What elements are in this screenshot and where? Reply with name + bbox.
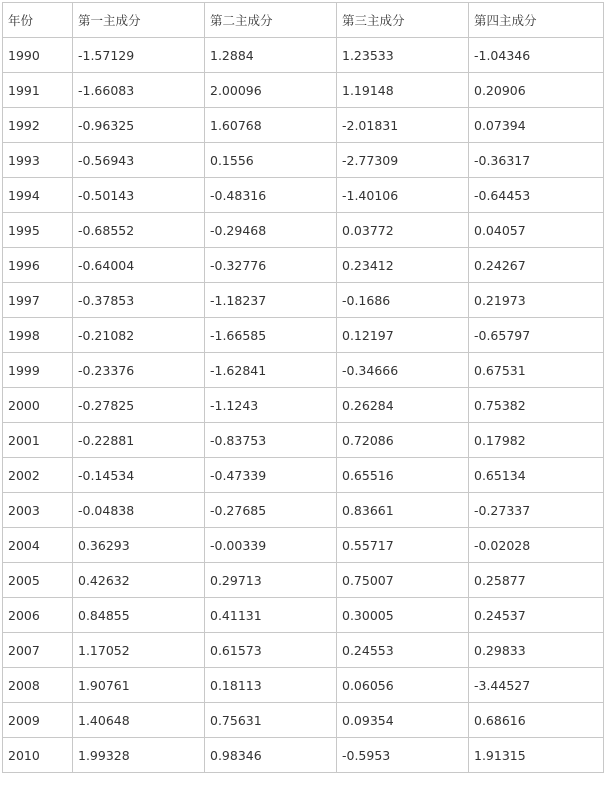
table-row — [3, 528, 604, 563]
cell-pc2: -0.32776 — [205, 248, 337, 283]
cell-pc4: 1.91315 — [469, 738, 604, 773]
cell-pc4: -1.04346 — [469, 38, 604, 73]
cell-pc2: 0.29713 — [205, 563, 337, 598]
cell-pc4: 0.24537 — [469, 598, 604, 633]
cell-pc3: 1.23533 — [337, 38, 469, 73]
cell-pc1: -0.14534 — [73, 458, 205, 493]
cell-pc4: 0.24267 — [469, 248, 604, 283]
cell-year: 2003 — [3, 493, 73, 528]
table-row — [3, 458, 604, 493]
cell-pc1: -0.37853 — [73, 283, 205, 318]
cell-year: 2001 — [3, 423, 73, 458]
cell-pc4: -0.65797 — [469, 318, 604, 353]
table-row — [3, 353, 604, 388]
cell-year: 2006 — [3, 598, 73, 633]
cell-pc3: 0.55717 — [337, 528, 469, 563]
cell-year: 2008 — [3, 668, 73, 703]
cell-year: 2000 — [3, 388, 73, 423]
table-row — [3, 318, 604, 353]
cell-pc2: -0.83753 — [205, 423, 337, 458]
header-year: 年份 — [3, 3, 73, 38]
cell-pc3: -0.1686 — [337, 283, 469, 318]
table-row — [3, 388, 604, 423]
cell-pc3: 1.19148 — [337, 73, 469, 108]
table-row — [3, 108, 604, 143]
cell-pc2: 0.41131 — [205, 598, 337, 633]
table-row — [3, 213, 604, 248]
cell-pc1: 1.99328 — [73, 738, 205, 773]
table-row — [3, 178, 604, 213]
cell-pc4: 0.04057 — [469, 213, 604, 248]
cell-year: 1996 — [3, 248, 73, 283]
cell-pc1: 1.90761 — [73, 668, 205, 703]
table-row — [3, 598, 604, 633]
cell-pc4: 0.65134 — [469, 458, 604, 493]
cell-pc1: -0.56943 — [73, 143, 205, 178]
cell-year: 1992 — [3, 108, 73, 143]
cell-pc4: 0.25877 — [469, 563, 604, 598]
table-row — [3, 248, 604, 283]
table-row — [3, 738, 604, 773]
cell-pc3: -0.5953 — [337, 738, 469, 773]
table-row — [3, 38, 604, 73]
cell-pc4: 0.67531 — [469, 353, 604, 388]
cell-pc1: -1.57129 — [73, 38, 205, 73]
cell-year: 2002 — [3, 458, 73, 493]
cell-pc3: 0.06056 — [337, 668, 469, 703]
cell-pc1: 1.17052 — [73, 633, 205, 668]
header-pc4: 第四主成分 — [469, 3, 604, 38]
cell-pc4: 0.75382 — [469, 388, 604, 423]
cell-year: 1990 — [3, 38, 73, 73]
cell-pc3: -0.34666 — [337, 353, 469, 388]
cell-pc2: 2.00096 — [205, 73, 337, 108]
cell-pc3: 0.23412 — [337, 248, 469, 283]
table-row — [3, 668, 604, 703]
table-body — [3, 38, 604, 773]
cell-pc2: -1.18237 — [205, 283, 337, 318]
cell-pc4: -0.64453 — [469, 178, 604, 213]
cell-year: 2007 — [3, 633, 73, 668]
cell-pc3: 0.24553 — [337, 633, 469, 668]
cell-year: 2005 — [3, 563, 73, 598]
table-row — [3, 633, 604, 668]
cell-pc3: 0.72086 — [337, 423, 469, 458]
cell-pc2: -0.47339 — [205, 458, 337, 493]
cell-year: 2010 — [3, 738, 73, 773]
cell-pc2: -0.00339 — [205, 528, 337, 563]
table-row — [3, 493, 604, 528]
cell-pc2: 0.18113 — [205, 668, 337, 703]
cell-pc1: -0.23376 — [73, 353, 205, 388]
cell-year: 1997 — [3, 283, 73, 318]
cell-pc2: 1.60768 — [205, 108, 337, 143]
cell-pc2: 0.98346 — [205, 738, 337, 773]
cell-pc4: 0.29833 — [469, 633, 604, 668]
cell-pc4: 0.07394 — [469, 108, 604, 143]
cell-year: 1994 — [3, 178, 73, 213]
cell-year: 1993 — [3, 143, 73, 178]
cell-pc4: 0.17982 — [469, 423, 604, 458]
cell-pc3: 0.26284 — [337, 388, 469, 423]
cell-pc1: -0.50143 — [73, 178, 205, 213]
cell-pc1: 0.42632 — [73, 563, 205, 598]
cell-year: 1991 — [3, 73, 73, 108]
table-header — [3, 3, 604, 38]
cell-year: 2009 — [3, 703, 73, 738]
cell-pc1: -0.68552 — [73, 213, 205, 248]
cell-pc1: -0.21082 — [73, 318, 205, 353]
cell-pc1: -1.66083 — [73, 73, 205, 108]
cell-pc1: -0.64004 — [73, 248, 205, 283]
cell-pc3: 0.09354 — [337, 703, 469, 738]
table-row — [3, 563, 604, 598]
cell-pc2: 0.1556 — [205, 143, 337, 178]
cell-pc1: -0.04838 — [73, 493, 205, 528]
cell-pc2: 0.61573 — [205, 633, 337, 668]
cell-pc2: -0.48316 — [205, 178, 337, 213]
cell-year: 1995 — [3, 213, 73, 248]
cell-pc1: -0.96325 — [73, 108, 205, 143]
cell-pc2: 0.75631 — [205, 703, 337, 738]
cell-pc2: 1.2884 — [205, 38, 337, 73]
cell-pc3: 0.75007 — [337, 563, 469, 598]
cell-pc1: -0.27825 — [73, 388, 205, 423]
cell-year: 2004 — [3, 528, 73, 563]
cell-pc3: 0.65516 — [337, 458, 469, 493]
cell-pc1: 0.84855 — [73, 598, 205, 633]
header-pc1: 第一主成分 — [73, 3, 205, 38]
cell-pc3: 0.12197 — [337, 318, 469, 353]
cell-pc2: -1.62841 — [205, 353, 337, 388]
table-row — [3, 143, 604, 178]
cell-pc4: -0.36317 — [469, 143, 604, 178]
table-row — [3, 703, 604, 738]
cell-year: 1998 — [3, 318, 73, 353]
cell-pc4: 0.20906 — [469, 73, 604, 108]
header-row — [3, 3, 604, 38]
principal-components-table — [2, 2, 604, 773]
cell-pc3: -2.01831 — [337, 108, 469, 143]
cell-year: 1999 — [3, 353, 73, 388]
cell-pc1: -0.22881 — [73, 423, 205, 458]
cell-pc2: -1.66585 — [205, 318, 337, 353]
cell-pc2: -0.29468 — [205, 213, 337, 248]
cell-pc4: -3.44527 — [469, 668, 604, 703]
cell-pc3: 0.03772 — [337, 213, 469, 248]
cell-pc4: 0.68616 — [469, 703, 604, 738]
cell-pc4: -0.02028 — [469, 528, 604, 563]
cell-pc3: -2.77309 — [337, 143, 469, 178]
cell-pc3: -1.40106 — [337, 178, 469, 213]
header-pc3: 第三主成分 — [337, 3, 469, 38]
cell-pc3: 0.83661 — [337, 493, 469, 528]
cell-pc4: 0.21973 — [469, 283, 604, 318]
cell-pc1: 1.40648 — [73, 703, 205, 738]
cell-pc3: 0.30005 — [337, 598, 469, 633]
cell-pc2: -0.27685 — [205, 493, 337, 528]
header-pc2: 第二主成分 — [205, 3, 337, 38]
table-row — [3, 73, 604, 108]
cell-pc4: -0.27337 — [469, 493, 604, 528]
cell-pc1: 0.36293 — [73, 528, 205, 563]
table-row — [3, 423, 604, 458]
table-row — [3, 283, 604, 318]
cell-pc2: -1.1243 — [205, 388, 337, 423]
